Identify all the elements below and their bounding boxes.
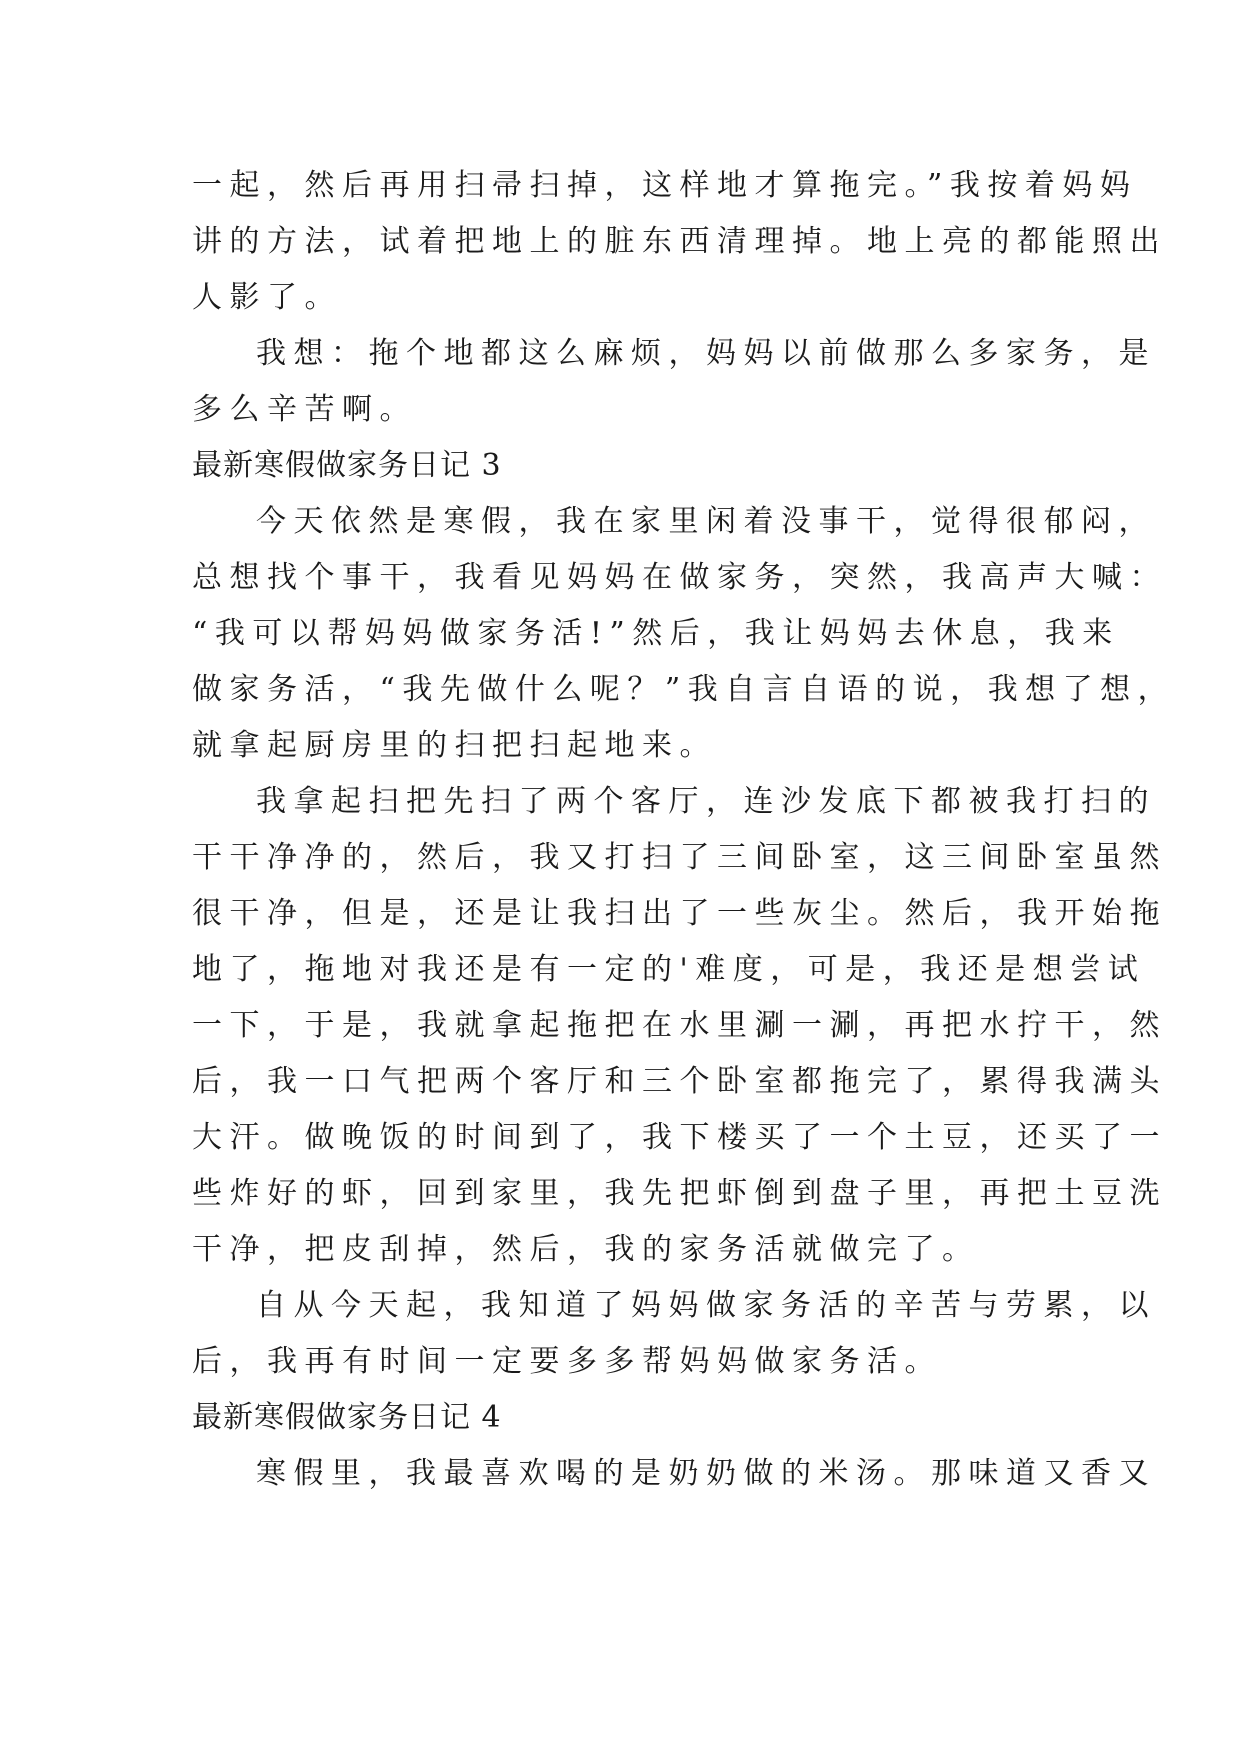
text-line: 很干净，但是，还是让我扫出了一些灰尘。然后，我开始拖	[192, 896, 1167, 931]
paragraph	[192, 326, 1156, 438]
text-line: 我拿起扫把先扫了两个客厅，连沙发底下都被我打扫的	[256, 784, 1156, 819]
text-line: 人影了。	[192, 280, 342, 315]
text-line: 多么辛苦啊。	[192, 392, 417, 427]
text-line: 些炸好的虾，回到家里，我先把虾倒到盘子里，再把土豆洗	[192, 1176, 1167, 1211]
document-body	[192, 158, 1176, 1502]
text-line: 总想找个事干，我看见妈妈在做家务，突然，我高声大喊：	[192, 560, 1167, 595]
text-line: 自从今天起，我知道了妈妈做家务活的辛苦与劳累，以	[256, 1288, 1156, 1323]
text-line: 后，我一口气把两个客厅和三个卧室都拖完了，累得我满头	[192, 1064, 1167, 1099]
text-line: 大汗。做晚饭的时间到了，我下楼买了一个土豆，还买了一	[192, 1120, 1167, 1155]
text-line: 就拿起厨房里的扫把扫起地来。	[192, 728, 717, 763]
text-line: 干干净净的，然后，我又打扫了三间卧室，这三间卧室虽然	[192, 840, 1167, 875]
section-title: 最新寒假做家务日记 3	[192, 448, 502, 483]
text-line: 一起，然后再用扫帚扫掉，这样地才算拖完。”我按着妈妈	[192, 168, 1138, 203]
section-title: 最新寒假做家务日记 4	[192, 1400, 502, 1435]
paragraph	[192, 1278, 1156, 1390]
paragraph	[192, 494, 1176, 774]
text-line: 地了，拖地对我还是有一定的'难度，可是，我还是想尝试	[192, 952, 1146, 987]
text-line: 一下，于是，我就拿起拖把在水里涮一涮，再把水拧干，然	[192, 1008, 1167, 1043]
text-line: “我可以帮妈妈做家务活!”然后，我让妈妈去休息，我来	[192, 616, 1120, 651]
paragraph	[192, 774, 1167, 1278]
paragraph	[192, 1446, 1156, 1502]
text-line: 寒假里，我最喜欢喝的是奶奶做的米汤。那味道又香又	[256, 1456, 1156, 1491]
text-line: 讲的方法，试着把地上的脏东西清理掉。地上亮的都能照出	[192, 224, 1167, 259]
text-line: 我想：拖个地都这么麻烦，妈妈以前做那么多家务，是	[256, 336, 1156, 371]
text-line: 做家务活，“我先做什么呢？”我自言自语的说，我想了想，	[192, 672, 1176, 707]
text-line: 干净，把皮刮掉，然后，我的家务活就做完了。	[192, 1232, 980, 1267]
text-line: 今天依然是寒假，我在家里闲着没事干，觉得很郁闷，	[256, 504, 1156, 539]
text-line: 后，我再有时间一定要多多帮妈妈做家务活。	[192, 1344, 942, 1379]
paragraph	[192, 158, 1167, 326]
